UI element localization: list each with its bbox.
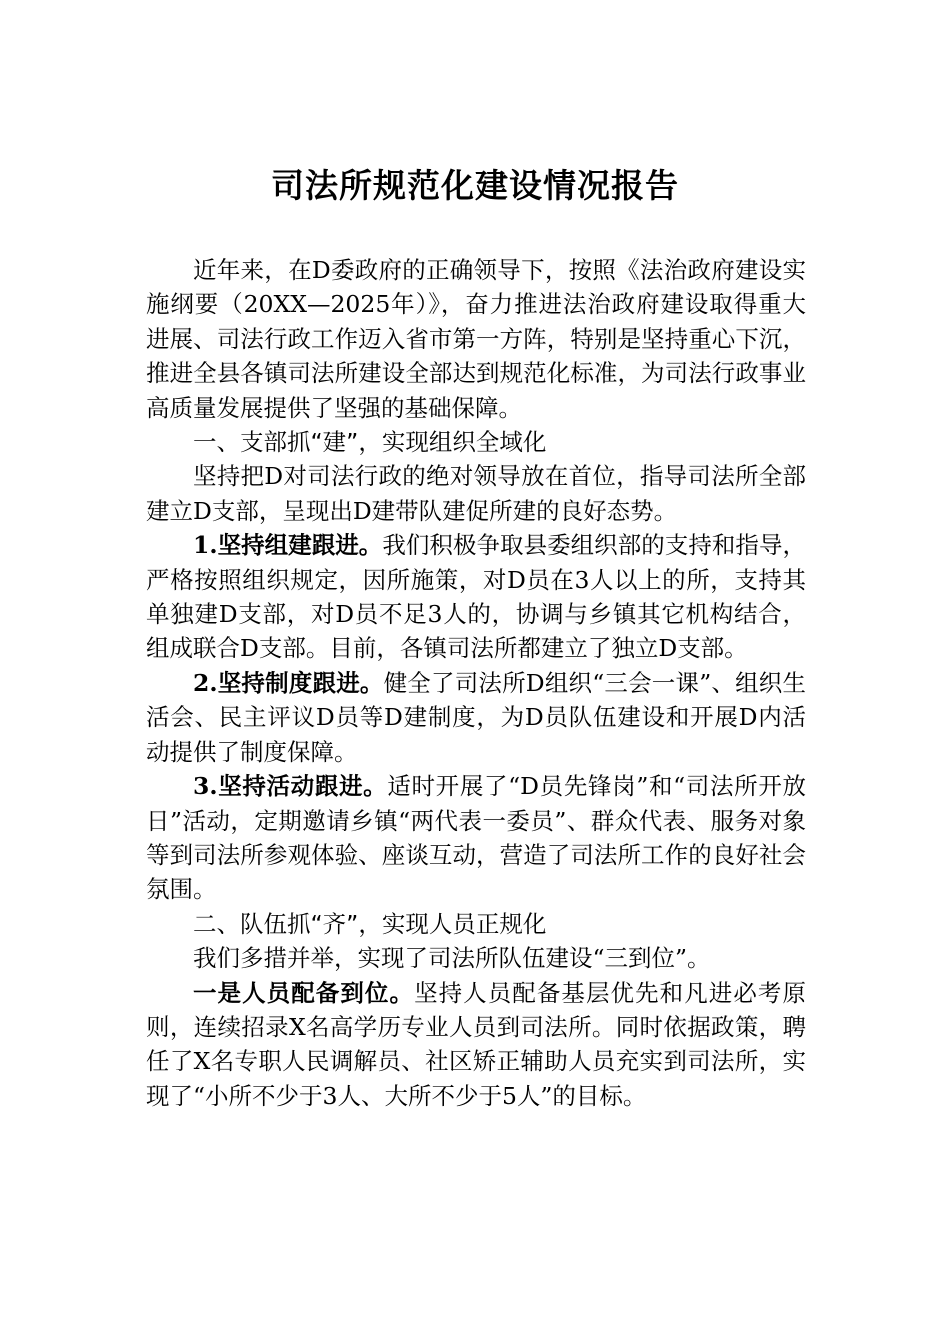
document-title: 司法所规范化建设情况报告: [271, 166, 679, 205]
paragraph-item-3: [146, 769, 806, 907]
paragraph-text: 我们积极争取县委组织部的支持和指导，严格按照组织规定，因所施策，对D员在3人以上的所，支持其单独建D支部，对D员不足3人的，协调与乡镇其它机构结合，组成联合D支部。目前，各镇司法所都建立了独立D支部。: [146, 531, 806, 663]
paragraph-text: 适时开展了“D员先锋岗”和“司法所开放日”活动，定期邀请乡镇“两代表一委员”、群众代表、服务对象等到司法所参观体验、座谈互动，营造了司法所工作的良好社会氛围。: [146, 772, 806, 904]
paragraph-lead: 1.坚持组建跟进。: [193, 531, 383, 560]
paragraph-lead: 3.坚持活动跟进。: [193, 772, 388, 801]
paragraph-lead: 一是人员配备到位。: [193, 978, 415, 1007]
paragraph-section-2-intro: 我们多措并举，实现了司法所队伍建设“三到位”。: [193, 944, 711, 973]
document-body: [146, 253, 806, 1113]
section-heading-1: 一、支部抓“建”，实现组织全域化: [193, 428, 547, 457]
paragraph-item-4: [146, 976, 806, 1114]
paragraph-text: 健全了司法所D组织“三会一课”、组织生活会、民主评议D员等D建制度，为D员队伍建设和开展D内活动提供了制度保障。: [146, 668, 806, 766]
paragraph-section-1-intro: 坚持把D对司法行政的绝对领导放在首位，指导司法所全部建立D支部，呈现出D建带队建促所建的良好态势。: [146, 462, 806, 525]
paragraph-intro: 近年来，在D委政府的正确领导下，按照《法治政府建设实施纲要（20XX—2025年）》，奋力推进法治政府建设取得重大进展、司法行政工作迈入省市第一方阵，特别是坚持重心下沉，推进全县各镇司法所建设全部达到规范化标准，为司法行政事业高质量发展提供了坚强的基础保障。: [146, 256, 806, 422]
paragraph-text: 坚持人员配备基层优先和凡进必考原则，连续招录X名高学历专业人员到司法所。同时依据政策，聘任了X名专职人民调解员、社区矫正辅助人员充实到司法所，实现了“小所不少于3人、大所不少于5人”的目标。: [146, 978, 806, 1110]
paragraph-lead: 2.坚持制度跟进。: [193, 668, 384, 697]
paragraph-item-1: [146, 528, 806, 666]
paragraph-item-2: [146, 666, 806, 769]
section-heading-2: 二、队伍抓“齐”，实现人员正规化: [193, 909, 547, 938]
